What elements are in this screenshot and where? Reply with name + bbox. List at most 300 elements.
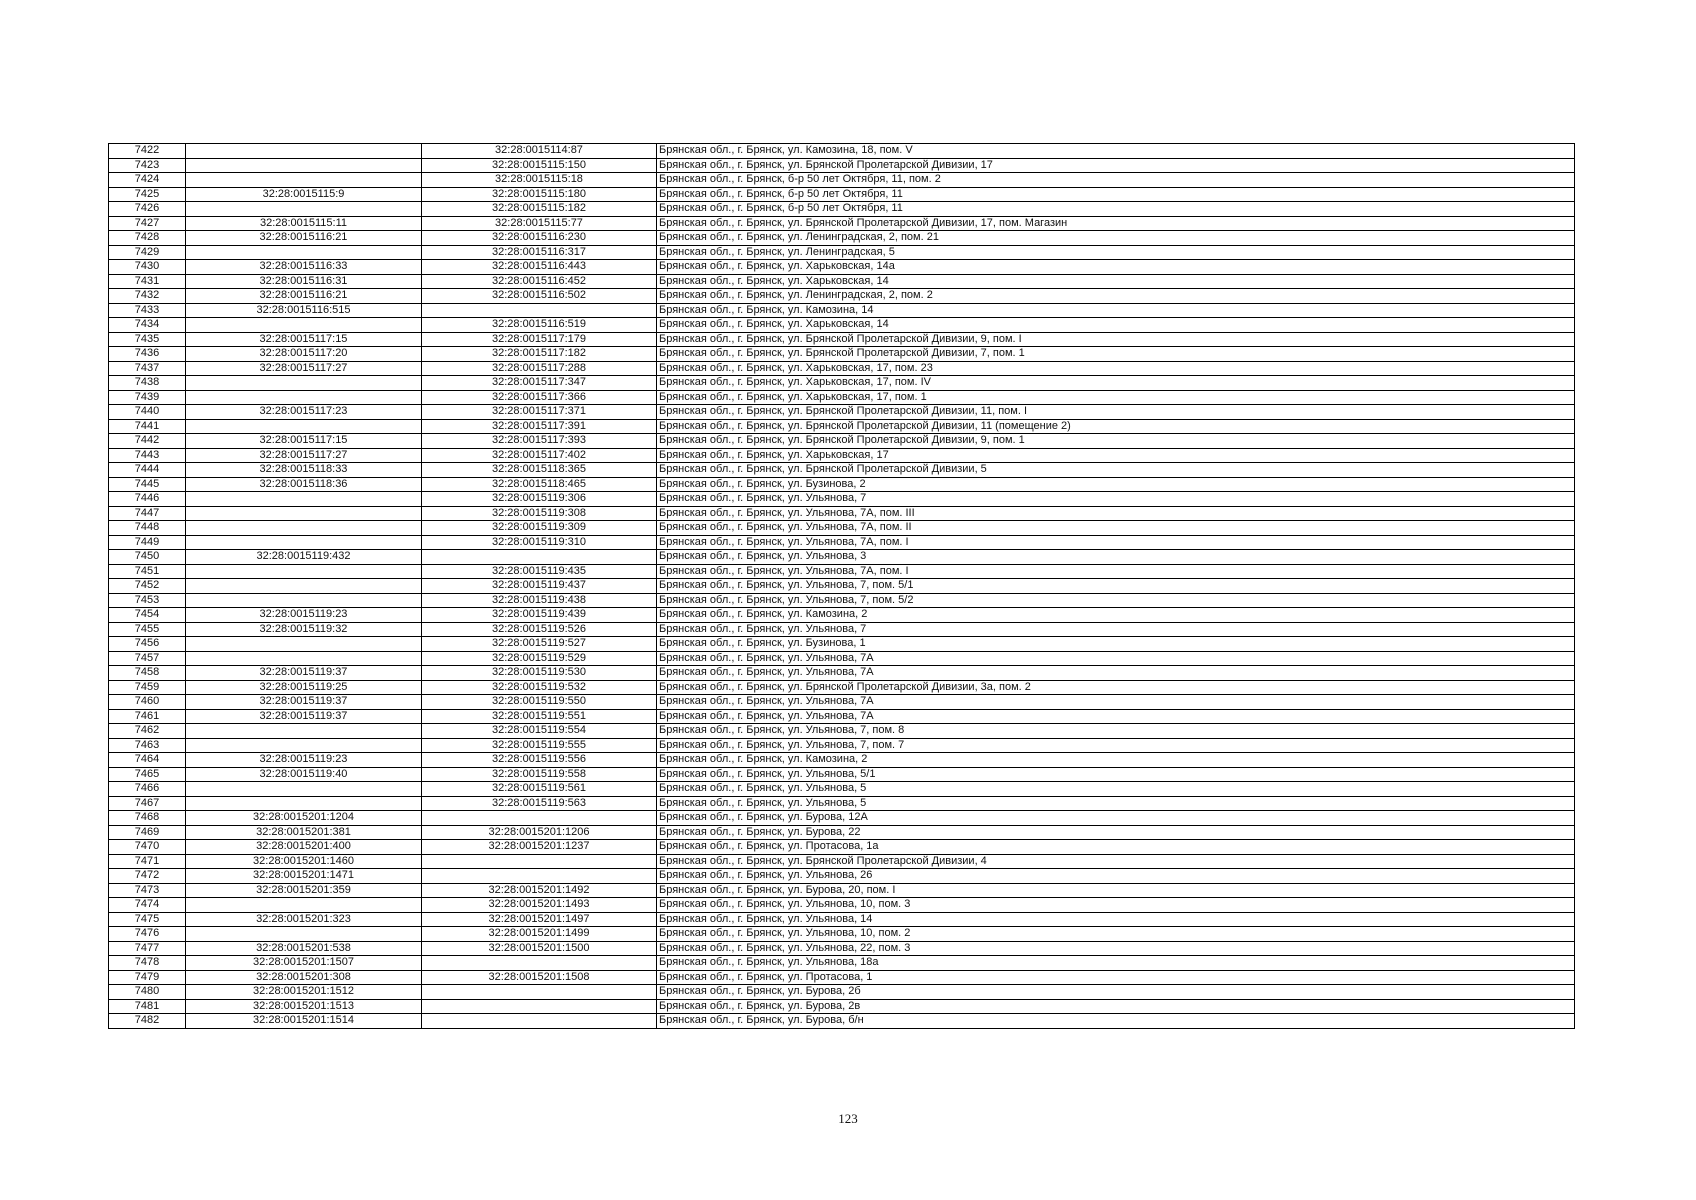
land-plot-cadastral-number-cell: 32:28:0015201:1507 (186, 956, 422, 971)
land-plot-cadastral-number-cell: 32:28:0015201:1471 (186, 869, 422, 884)
address-cell: Брянская обл., г. Брянск, ул. Протасова, 1 (657, 970, 1575, 985)
land-plot-cadastral-number-cell: 32:28:0015115:9 (186, 187, 422, 202)
land-plot-cadastral-number-cell: 32:28:0015117:15 (186, 332, 422, 347)
table-row (109, 811, 1575, 826)
address-cell: Брянская обл., г. Брянск, ул. Бузинова, 2 (657, 477, 1575, 492)
land-plot-cadastral-number-cell: 32:28:0015201:359 (186, 883, 422, 898)
row-number-cell: 7429 (109, 245, 186, 260)
table-row (109, 419, 1575, 434)
table-row (109, 883, 1575, 898)
object-cadastral-number-cell: 32:28:0015116:443 (422, 260, 657, 275)
land-plot-cadastral-number-cell (186, 898, 422, 913)
land-plot-cadastral-number-cell (186, 927, 422, 942)
address-cell: Брянская обл., г. Брянск, ул. Ульянова, 7 (657, 622, 1575, 637)
land-plot-cadastral-number-cell (186, 564, 422, 579)
land-plot-cadastral-number-cell: 32:28:0015201:538 (186, 941, 422, 956)
table-row (109, 158, 1575, 173)
object-cadastral-number-cell: 32:28:0015119:310 (422, 535, 657, 550)
object-cadastral-number-cell: 32:28:0015201:1497 (422, 912, 657, 927)
land-plot-cadastral-number-cell: 32:28:0015119:432 (186, 550, 422, 565)
table-row (109, 724, 1575, 739)
address-cell: Брянская обл., г. Брянск, ул. Ульянова, 5 (657, 796, 1575, 811)
object-cadastral-number-cell: 32:28:0015116:230 (422, 231, 657, 246)
row-number-cell: 7437 (109, 361, 186, 376)
table-row (109, 274, 1575, 289)
address-cell: Брянская обл., г. Брянск, ул. Ульянова, 26 (657, 869, 1575, 884)
table-row (109, 245, 1575, 260)
address-cell: Брянская обл., г. Брянск, ул. Ульянова, 7, пом. 5/2 (657, 593, 1575, 608)
table-row (109, 1014, 1575, 1029)
land-plot-cadastral-number-cell (186, 245, 422, 260)
table-row (109, 680, 1575, 695)
object-cadastral-number-cell: 32:28:0015117:182 (422, 347, 657, 362)
row-number-cell: 7446 (109, 492, 186, 507)
land-plot-cadastral-number-cell (186, 535, 422, 550)
object-cadastral-number-cell: 32:28:0015117:391 (422, 419, 657, 434)
row-number-cell: 7456 (109, 637, 186, 652)
table-row (109, 999, 1575, 1014)
address-cell: Брянская обл., г. Брянск, ул. Брянской Пролетарской Дивизии, 11, пом. I (657, 405, 1575, 420)
row-number-cell: 7441 (109, 419, 186, 434)
object-cadastral-number-cell: 32:28:0015114:87 (422, 144, 657, 159)
table-row (109, 825, 1575, 840)
land-plot-cadastral-number-cell (186, 419, 422, 434)
row-number-cell: 7479 (109, 970, 186, 985)
object-cadastral-number-cell: 32:28:0015201:1493 (422, 898, 657, 913)
land-plot-cadastral-number-cell (186, 144, 422, 159)
table-row (109, 912, 1575, 927)
address-cell: Брянская обл., г. Брянск, ул. Брянской Пролетарской Дивизии, 5 (657, 463, 1575, 478)
object-cadastral-number-cell: 32:28:0015119:438 (422, 593, 657, 608)
table-row (109, 869, 1575, 884)
object-cadastral-number-cell: 32:28:0015116:502 (422, 289, 657, 304)
table-row (109, 332, 1575, 347)
object-cadastral-number-cell: 32:28:0015117:393 (422, 434, 657, 449)
land-plot-cadastral-number-cell (186, 376, 422, 391)
table-row (109, 550, 1575, 565)
row-number-cell: 7427 (109, 216, 186, 231)
table-row (109, 303, 1575, 318)
table-row (109, 970, 1575, 985)
land-plot-cadastral-number-cell (186, 782, 422, 797)
address-cell: Брянская обл., г. Брянск, ул. Брянской Пролетарской Дивизии, 4 (657, 854, 1575, 869)
row-number-cell: 7447 (109, 506, 186, 521)
row-number-cell: 7424 (109, 173, 186, 188)
land-plot-cadastral-number-cell: 32:28:0015119:23 (186, 753, 422, 768)
table-row (109, 231, 1575, 246)
object-cadastral-number-cell (422, 811, 657, 826)
land-plot-cadastral-number-cell: 32:28:0015119:25 (186, 680, 422, 695)
address-cell: Брянская обл., г. Брянск, ул. Ульянова, 7А, пом. III (657, 506, 1575, 521)
row-number-cell: 7430 (109, 260, 186, 275)
land-plot-cadastral-number-cell (186, 521, 422, 536)
page-number: 123 (838, 1111, 858, 1126)
address-cell: Брянская обл., г. Брянск, ул. Ульянова, 7, пом. 5/1 (657, 579, 1575, 594)
address-cell: Брянская обл., г. Брянск, ул. Ульянова, 7А (657, 695, 1575, 710)
row-number-cell: 7436 (109, 347, 186, 362)
object-cadastral-number-cell: 32:28:0015201:1500 (422, 941, 657, 956)
row-number-cell: 7431 (109, 274, 186, 289)
table-row (109, 767, 1575, 782)
object-cadastral-number-cell: 32:28:0015201:1206 (422, 825, 657, 840)
land-plot-cadastral-number-cell: 32:28:0015119:32 (186, 622, 422, 637)
table-row (109, 840, 1575, 855)
address-cell: Брянская обл., г. Брянск, ул. Ульянова, 14 (657, 912, 1575, 927)
object-cadastral-number-cell: 32:28:0015115:182 (422, 202, 657, 217)
address-cell: Брянская обл., г. Брянск, ул. Брянской Пролетарской Дивизии, 3а, пом. 2 (657, 680, 1575, 695)
address-cell: Брянская обл., г. Брянск, ул. Ульянова, 3 (657, 550, 1575, 565)
row-number-cell: 7425 (109, 187, 186, 202)
object-cadastral-number-cell (422, 854, 657, 869)
row-number-cell: 7451 (109, 564, 186, 579)
row-number-cell: 7477 (109, 941, 186, 956)
address-cell: Брянская обл., г. Брянск, ул. Харьковская, 17, пом. IV (657, 376, 1575, 391)
row-number-cell: 7466 (109, 782, 186, 797)
table-row (109, 753, 1575, 768)
land-plot-cadastral-number-cell (186, 651, 422, 666)
row-number-cell: 7450 (109, 550, 186, 565)
object-cadastral-number-cell: 32:28:0015116:519 (422, 318, 657, 333)
table-row (109, 260, 1575, 275)
object-cadastral-number-cell: 32:28:0015115:77 (422, 216, 657, 231)
table-row (109, 622, 1575, 637)
object-cadastral-number-cell: 32:28:0015116:317 (422, 245, 657, 260)
table-row (109, 376, 1575, 391)
address-cell: Брянская обл., г. Брянск, ул. Камозина, 2 (657, 608, 1575, 623)
table-row (109, 506, 1575, 521)
object-cadastral-number-cell: 32:28:0015119:551 (422, 709, 657, 724)
table-row (109, 666, 1575, 681)
row-number-cell: 7467 (109, 796, 186, 811)
row-number-cell: 7470 (109, 840, 186, 855)
land-plot-cadastral-number-cell (186, 202, 422, 217)
object-cadastral-number-cell: 32:28:0015117:288 (422, 361, 657, 376)
object-cadastral-number-cell: 32:28:0015119:561 (422, 782, 657, 797)
address-cell: Брянская обл., г. Брянск, ул. Брянской Пролетарской Дивизии, 11 (помещение 2) (657, 419, 1575, 434)
address-cell: Брянская обл., г. Брянск, ул. Ульянова, 10, пом. 3 (657, 898, 1575, 913)
table-row (109, 782, 1575, 797)
row-number-cell: 7463 (109, 738, 186, 753)
row-number-cell: 7475 (109, 912, 186, 927)
row-number-cell: 7459 (109, 680, 186, 695)
table-row (109, 289, 1575, 304)
address-cell: Брянская обл., г. Брянск, ул. Брянской Пролетарской Дивизии, 17 (657, 158, 1575, 173)
address-cell: Брянская обл., г. Брянск, б-р 50 лет Октября, 11, пом. 2 (657, 173, 1575, 188)
object-cadastral-number-cell: 32:28:0015201:1499 (422, 927, 657, 942)
address-cell: Брянская обл., г. Брянск, ул. Харьковская, 17, пом. 1 (657, 390, 1575, 405)
land-plot-cadastral-number-cell: 32:28:0015119:23 (186, 608, 422, 623)
land-plot-cadastral-number-cell: 32:28:0015119:40 (186, 767, 422, 782)
address-cell: Брянская обл., г. Брянск, ул. Харьковская, 17 (657, 448, 1575, 463)
row-number-cell: 7455 (109, 622, 186, 637)
object-cadastral-number-cell: 32:28:0015117:371 (422, 405, 657, 420)
row-number-cell: 7478 (109, 956, 186, 971)
object-cadastral-number-cell: 32:28:0015119:558 (422, 767, 657, 782)
land-plot-cadastral-number-cell (186, 390, 422, 405)
address-cell: Брянская обл., г. Брянск, ул. Ленинградская, 5 (657, 245, 1575, 260)
address-cell: Брянская обл., г. Брянск, ул. Брянской Пролетарской Дивизии, 7, пом. 1 (657, 347, 1575, 362)
address-cell: Брянская обл., г. Брянск, ул. Харьковская, 17, пом. 23 (657, 361, 1575, 376)
address-cell: Брянская обл., г. Брянск, ул. Бурова, 2в (657, 999, 1575, 1014)
object-cadastral-number-cell: 32:28:0015119:309 (422, 521, 657, 536)
address-cell: Брянская обл., г. Брянск, ул. Ульянова, 7, пом. 8 (657, 724, 1575, 739)
address-cell: Брянская обл., г. Брянск, ул. Харьковская, 14 (657, 318, 1575, 333)
address-cell: Брянская обл., г. Брянск, ул. Камозина, 14 (657, 303, 1575, 318)
address-cell: Брянская обл., г. Брянск, ул. Камозина, 2 (657, 753, 1575, 768)
row-number-cell: 7423 (109, 158, 186, 173)
row-number-cell: 7460 (109, 695, 186, 710)
land-plot-cadastral-number-cell (186, 724, 422, 739)
table-row (109, 695, 1575, 710)
object-cadastral-number-cell (422, 303, 657, 318)
table-row (109, 593, 1575, 608)
object-cadastral-number-cell: 32:28:0015117:179 (422, 332, 657, 347)
row-number-cell: 7443 (109, 448, 186, 463)
row-number-cell: 7472 (109, 869, 186, 884)
registry-table-body (109, 144, 1575, 1029)
table-row (109, 709, 1575, 724)
row-number-cell: 7482 (109, 1014, 186, 1029)
table-row (109, 463, 1575, 478)
land-plot-cadastral-number-cell (186, 637, 422, 652)
row-number-cell: 7452 (109, 579, 186, 594)
row-number-cell: 7480 (109, 985, 186, 1000)
table-row (109, 637, 1575, 652)
table-row (109, 651, 1575, 666)
address-cell: Брянская обл., г. Брянск, ул. Бурова, 22 (657, 825, 1575, 840)
object-cadastral-number-cell: 32:28:0015119:306 (422, 492, 657, 507)
object-cadastral-number-cell: 32:28:0015115:150 (422, 158, 657, 173)
object-cadastral-number-cell: 32:28:0015119:435 (422, 564, 657, 579)
object-cadastral-number-cell: 32:28:0015201:1237 (422, 840, 657, 855)
address-cell: Брянская обл., г. Брянск, ул. Харьковская, 14а (657, 260, 1575, 275)
object-cadastral-number-cell: 32:28:0015201:1492 (422, 883, 657, 898)
address-cell: Брянская обл., г. Брянск, ул. Ульянова, 5/1 (657, 767, 1575, 782)
row-number-cell: 7434 (109, 318, 186, 333)
address-cell: Брянская обл., г. Брянск, б-р 50 лет Октября, 11 (657, 187, 1575, 202)
land-plot-cadastral-number-cell (186, 318, 422, 333)
row-number-cell: 7422 (109, 144, 186, 159)
land-plot-cadastral-number-cell: 32:28:0015116:21 (186, 231, 422, 246)
land-plot-cadastral-number-cell: 32:28:0015201:1513 (186, 999, 422, 1014)
row-number-cell: 7481 (109, 999, 186, 1014)
row-number-cell: 7462 (109, 724, 186, 739)
address-cell: Брянская обл., г. Брянск, ул. Брянской Пролетарской Дивизии, 9, пом. 1 (657, 434, 1575, 449)
address-cell: Брянская обл., г. Брянск, ул. Бурова, б/н (657, 1014, 1575, 1029)
object-cadastral-number-cell: 32:28:0015119:526 (422, 622, 657, 637)
row-number-cell: 7428 (109, 231, 186, 246)
table-row (109, 854, 1575, 869)
address-cell: Брянская обл., г. Брянск, ул. Ульянова, 7, пом. 7 (657, 738, 1575, 753)
land-plot-cadastral-number-cell: 32:28:0015117:27 (186, 448, 422, 463)
row-number-cell: 7474 (109, 898, 186, 913)
address-cell: Брянская обл., г. Брянск, ул. Ульянова, 7А (657, 666, 1575, 681)
row-number-cell: 7457 (109, 651, 186, 666)
land-plot-cadastral-number-cell: 32:28:0015201:1514 (186, 1014, 422, 1029)
land-plot-cadastral-number-cell: 32:28:0015119:37 (186, 695, 422, 710)
address-cell: Брянская обл., г. Брянск, ул. Ульянова, 7А, пом. I (657, 564, 1575, 579)
land-plot-cadastral-number-cell: 32:28:0015117:20 (186, 347, 422, 362)
table-row (109, 318, 1575, 333)
address-cell: Брянская обл., г. Брянск, ул. Ульянова, 5 (657, 782, 1575, 797)
table-row (109, 564, 1575, 579)
object-cadastral-number-cell: 32:28:0015115:18 (422, 173, 657, 188)
land-plot-cadastral-number-cell: 32:28:0015201:1512 (186, 985, 422, 1000)
object-cadastral-number-cell (422, 956, 657, 971)
cadastral-registry-table (108, 143, 1575, 1029)
object-cadastral-number-cell: 32:28:0015119:532 (422, 680, 657, 695)
row-number-cell: 7468 (109, 811, 186, 826)
land-plot-cadastral-number-cell: 32:28:0015201:400 (186, 840, 422, 855)
address-cell: Брянская обл., г. Брянск, ул. Ульянова, 7А, пом. II (657, 521, 1575, 536)
land-plot-cadastral-number-cell (186, 796, 422, 811)
row-number-cell: 7454 (109, 608, 186, 623)
row-number-cell: 7440 (109, 405, 186, 420)
land-plot-cadastral-number-cell: 32:28:0015118:33 (186, 463, 422, 478)
land-plot-cadastral-number-cell (186, 158, 422, 173)
row-number-cell: 7439 (109, 390, 186, 405)
object-cadastral-number-cell: 32:28:0015119:308 (422, 506, 657, 521)
table-row (109, 941, 1575, 956)
row-number-cell: 7471 (109, 854, 186, 869)
table-row (109, 535, 1575, 550)
land-plot-cadastral-number-cell: 32:28:0015201:1460 (186, 854, 422, 869)
table-row (109, 448, 1575, 463)
row-number-cell: 7438 (109, 376, 186, 391)
table-row (109, 521, 1575, 536)
table-row (109, 361, 1575, 376)
object-cadastral-number-cell (422, 1014, 657, 1029)
row-number-cell: 7445 (109, 477, 186, 492)
row-number-cell: 7426 (109, 202, 186, 217)
table-row (109, 144, 1575, 159)
row-number-cell: 7432 (109, 289, 186, 304)
land-plot-cadastral-number-cell: 32:28:0015201:1204 (186, 811, 422, 826)
land-plot-cadastral-number-cell (186, 579, 422, 594)
land-plot-cadastral-number-cell (186, 738, 422, 753)
object-cadastral-number-cell: 32:28:0015118:465 (422, 477, 657, 492)
address-cell: Брянская обл., г. Брянск, ул. Ульянова, 7А (657, 709, 1575, 724)
land-plot-cadastral-number-cell (186, 173, 422, 188)
object-cadastral-number-cell: 32:28:0015119:555 (422, 738, 657, 753)
row-number-cell: 7453 (109, 593, 186, 608)
land-plot-cadastral-number-cell: 32:28:0015116:21 (186, 289, 422, 304)
address-cell: Брянская обл., г. Брянск, ул. Ульянова, 18а (657, 956, 1575, 971)
land-plot-cadastral-number-cell: 32:28:0015116:31 (186, 274, 422, 289)
object-cadastral-number-cell: 32:28:0015119:437 (422, 579, 657, 594)
object-cadastral-number-cell: 32:28:0015119:530 (422, 666, 657, 681)
row-number-cell: 7442 (109, 434, 186, 449)
table-row (109, 579, 1575, 594)
object-cadastral-number-cell (422, 999, 657, 1014)
object-cadastral-number-cell: 32:28:0015119:556 (422, 753, 657, 768)
address-cell: Брянская обл., г. Брянск, ул. Ульянова, 22, пом. 3 (657, 941, 1575, 956)
table-row (109, 390, 1575, 405)
table-row (109, 492, 1575, 507)
row-number-cell: 7444 (109, 463, 186, 478)
land-plot-cadastral-number-cell: 32:28:0015201:308 (186, 970, 422, 985)
row-number-cell: 7464 (109, 753, 186, 768)
table-row (109, 347, 1575, 362)
row-number-cell: 7461 (109, 709, 186, 724)
object-cadastral-number-cell: 32:28:0015117:402 (422, 448, 657, 463)
object-cadastral-number-cell: 32:28:0015119:563 (422, 796, 657, 811)
object-cadastral-number-cell: 32:28:0015119:527 (422, 637, 657, 652)
land-plot-cadastral-number-cell: 32:28:0015119:37 (186, 709, 422, 724)
row-number-cell: 7435 (109, 332, 186, 347)
land-plot-cadastral-number-cell: 32:28:0015116:33 (186, 260, 422, 275)
address-cell: Брянская обл., г. Брянск, ул. Брянской Пролетарской Дивизии, 17, пом. Магазин (657, 216, 1575, 231)
address-cell: Брянская обл., г. Брянск, ул. Бурова, 20, пом. I (657, 883, 1575, 898)
address-cell: Брянская обл., г. Брянск, ул. Брянской Пролетарской Дивизии, 9, пом. I (657, 332, 1575, 347)
table-row (109, 173, 1575, 188)
address-cell: Брянская обл., г. Брянск, ул. Ленинградская, 2, пом. 21 (657, 231, 1575, 246)
table-row (109, 927, 1575, 942)
address-cell: Брянская обл., г. Брянск, ул. Протасова, 1а (657, 840, 1575, 855)
object-cadastral-number-cell (422, 550, 657, 565)
address-cell: Брянская обл., г. Брянск, ул. Камозина, 18, пом. V (657, 144, 1575, 159)
object-cadastral-number-cell: 32:28:0015117:347 (422, 376, 657, 391)
row-number-cell: 7433 (109, 303, 186, 318)
object-cadastral-number-cell: 32:28:0015119:554 (422, 724, 657, 739)
row-number-cell: 7469 (109, 825, 186, 840)
land-plot-cadastral-number-cell: 32:28:0015119:37 (186, 666, 422, 681)
address-cell: Брянская обл., г. Брянск, ул. Бузинова, 1 (657, 637, 1575, 652)
land-plot-cadastral-number-cell: 32:28:0015116:515 (186, 303, 422, 318)
land-plot-cadastral-number-cell (186, 506, 422, 521)
object-cadastral-number-cell: 32:28:0015119:550 (422, 695, 657, 710)
table-row (109, 405, 1575, 420)
land-plot-cadastral-number-cell: 32:28:0015117:27 (186, 361, 422, 376)
land-plot-cadastral-number-cell: 32:28:0015118:36 (186, 477, 422, 492)
land-plot-cadastral-number-cell: 32:28:0015117:23 (186, 405, 422, 420)
address-cell: Брянская обл., г. Брянск, ул. Ульянова, 10, пом. 2 (657, 927, 1575, 942)
object-cadastral-number-cell: 32:28:0015116:452 (422, 274, 657, 289)
address-cell: Брянская обл., г. Брянск, ул. Ульянова, 7 (657, 492, 1575, 507)
land-plot-cadastral-number-cell (186, 492, 422, 507)
row-number-cell: 7448 (109, 521, 186, 536)
table-row (109, 202, 1575, 217)
table-row (109, 956, 1575, 971)
table-row (109, 608, 1575, 623)
object-cadastral-number-cell: 32:28:0015118:365 (422, 463, 657, 478)
table-row (109, 477, 1575, 492)
object-cadastral-number-cell: 32:28:0015119:439 (422, 608, 657, 623)
object-cadastral-number-cell: 32:28:0015117:366 (422, 390, 657, 405)
land-plot-cadastral-number-cell: 32:28:0015115:11 (186, 216, 422, 231)
row-number-cell: 7476 (109, 927, 186, 942)
land-plot-cadastral-number-cell: 32:28:0015201:323 (186, 912, 422, 927)
table-row (109, 796, 1575, 811)
land-plot-cadastral-number-cell (186, 593, 422, 608)
address-cell: Брянская обл., г. Брянск, ул. Бурова, 12А (657, 811, 1575, 826)
address-cell: Брянская обл., г. Брянск, ул. Бурова, 2б (657, 985, 1575, 1000)
address-cell: Брянская обл., г. Брянск, ул. Ленинградская, 2, пом. 2 (657, 289, 1575, 304)
row-number-cell: 7449 (109, 535, 186, 550)
table-row (109, 898, 1575, 913)
object-cadastral-number-cell (422, 985, 657, 1000)
object-cadastral-number-cell: 32:28:0015119:529 (422, 651, 657, 666)
table-row (109, 434, 1575, 449)
address-cell: Брянская обл., г. Брянск, ул. Харьковская, 14 (657, 274, 1575, 289)
land-plot-cadastral-number-cell: 32:28:0015117:15 (186, 434, 422, 449)
row-number-cell: 7465 (109, 767, 186, 782)
table-row (109, 216, 1575, 231)
row-number-cell: 7473 (109, 883, 186, 898)
address-cell: Брянская обл., г. Брянск, б-р 50 лет Октября, 11 (657, 202, 1575, 217)
land-plot-cadastral-number-cell: 32:28:0015201:381 (186, 825, 422, 840)
table-row (109, 738, 1575, 753)
